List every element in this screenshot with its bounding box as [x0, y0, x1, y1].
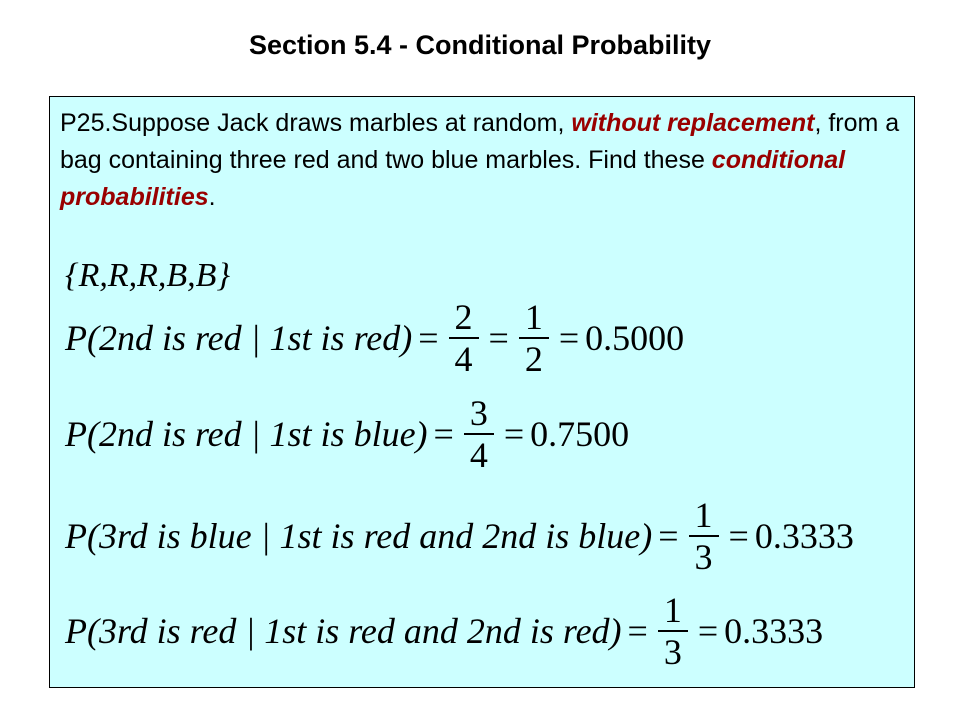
sample-set: {R,R,R,B,B} — [65, 257, 231, 294]
equation-1-result: 0.5000 — [585, 318, 685, 358]
equation-1-fraction-b: $\frac{1}{2}$ — [519, 297, 549, 379]
equation-4-lhs: P(3rd is red | 1st is red and 2nd is red) — [65, 611, 622, 651]
emphasis-conditional-probabilities: conditional probabilities — [60, 146, 846, 211]
equation-3-fraction: $\frac{1}{3}$ — [689, 495, 719, 577]
equation-1-lhs: P(2nd is red | 1st is red) — [65, 318, 413, 358]
problem-statement — [60, 105, 900, 216]
emphasis-without-replacement: without replacement — [571, 109, 815, 137]
problem-text-2: , from a bag containing three red and two blue marbles. Find these — [60, 109, 900, 174]
equation-3-lhs: P(3rd is blue | 1st is red and 2nd is blue) — [65, 516, 653, 556]
equation-2: P(2nd is red | 1st is blue) = $\frac{3}{4}$ = 0.7500 — [65, 393, 630, 475]
problem-text-1: P25.Suppose Jack draws marbles at random, — [60, 109, 572, 137]
problem-text-3: . — [208, 183, 216, 211]
equation-4-fraction: $\frac{1}{3}$ — [658, 590, 688, 672]
equation-2-result: 0.7500 — [530, 414, 630, 454]
equation-3-result: 0.3333 — [754, 516, 854, 556]
equation-2-fraction: $\frac{3}{4}$ — [464, 393, 494, 475]
content-panel — [49, 96, 915, 688]
equation-1: P(2nd is red | 1st is red) = $\frac{2}{4}$ = $\frac{1}{2}$ = 0.5000 — [65, 297, 685, 379]
equation-3: P(3rd is blue | 1st is red and 2nd is blue) = $\frac{1}{3}$ = 0.3333 — [65, 495, 854, 577]
equation-4-result: 0.3333 — [724, 611, 824, 651]
slide-title: Section 5.4 - Conditional Probability — [248, 30, 712, 60]
equation-2-lhs: P(2nd is red | 1st is blue) — [65, 414, 428, 454]
equation-1-fraction-a: $\frac{2}{4}$ — [449, 297, 479, 379]
equation-4: P(3rd is red | 1st is red and 2nd is red) = $\frac{1}{3}$ = 0.3333 — [65, 590, 824, 672]
